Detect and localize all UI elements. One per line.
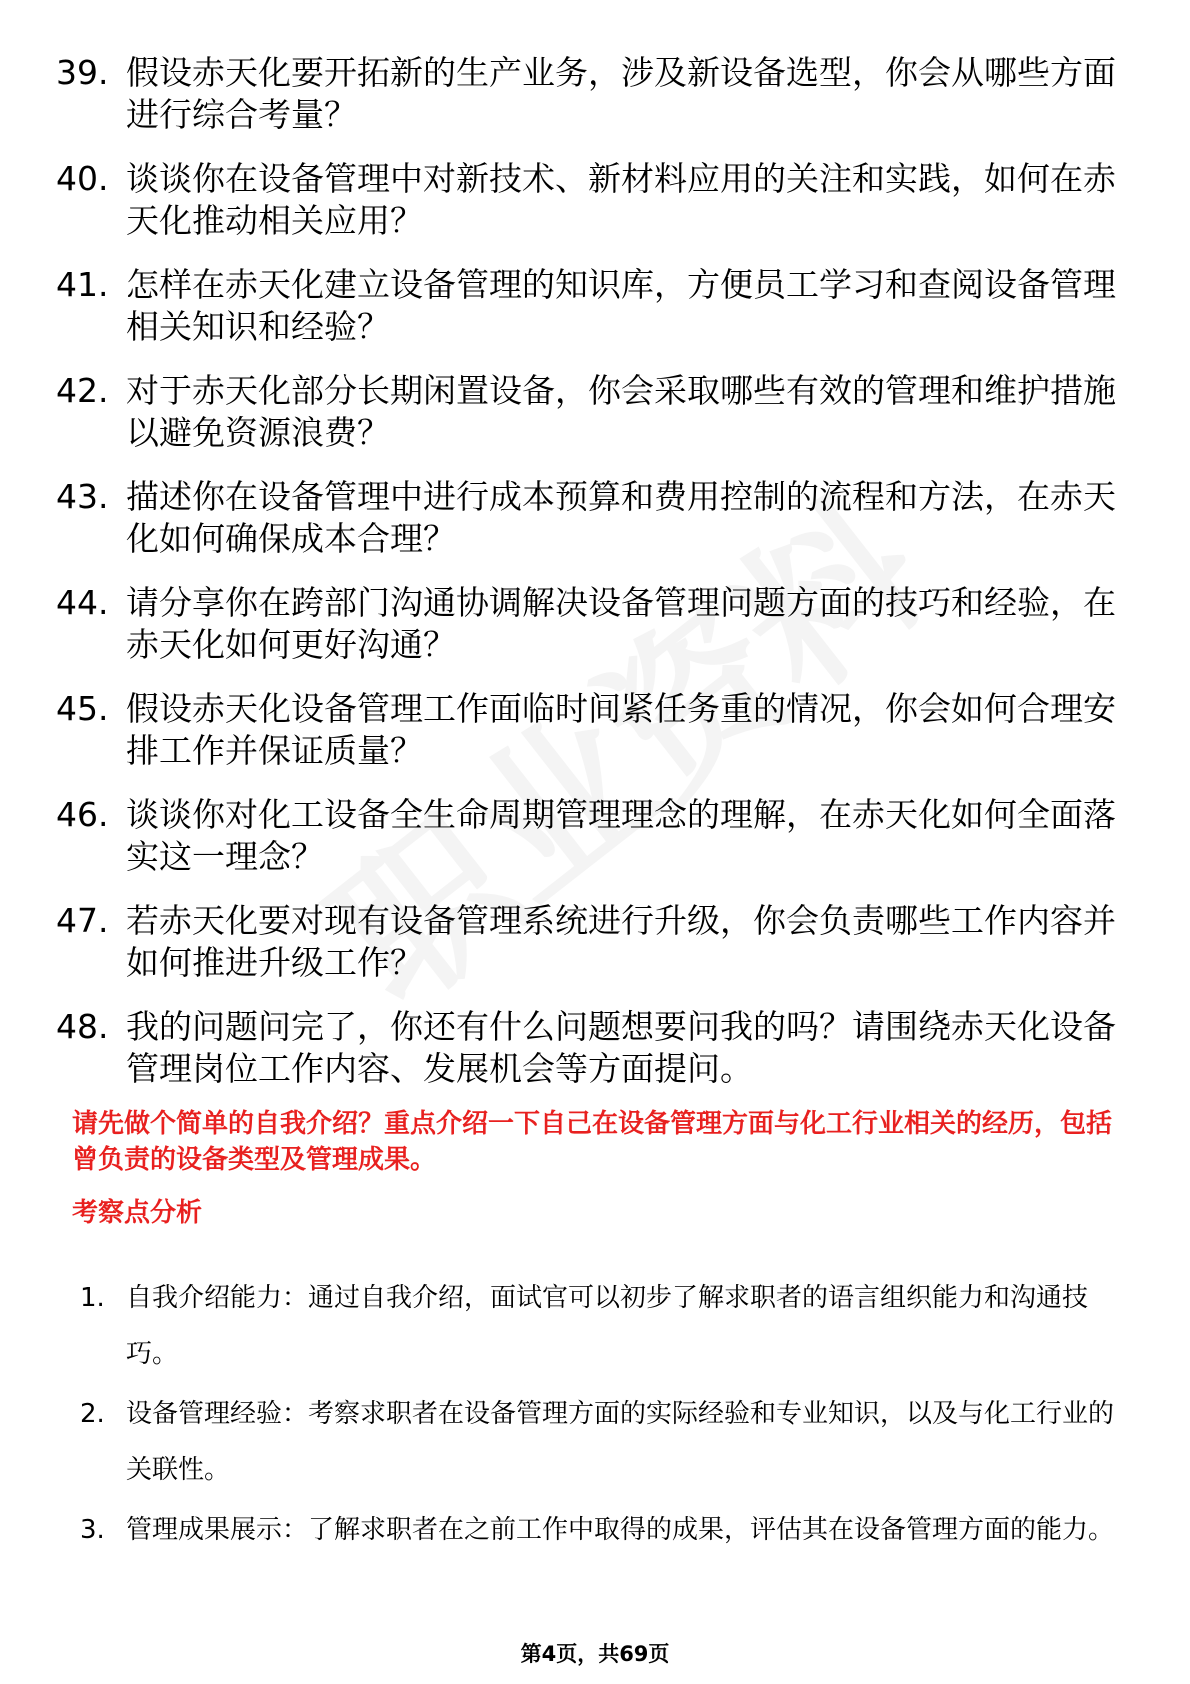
analysis-text: 自我介绍能力：通过自我介绍，面试官可以初步了解求职者的语言组织能力和沟通技巧。 xyxy=(126,1283,1089,1369)
question-number: 41. xyxy=(56,265,109,304)
analysis-item xyxy=(80,1386,1132,1498)
question-item xyxy=(56,582,1136,666)
analysis-title: 考察点分析 xyxy=(72,1198,203,1228)
analysis-item xyxy=(80,1270,1132,1382)
question-text: 谈谈你在设备管理中对新技术、新材料应用的关注和实践，如何在赤天化推动相关应用？ xyxy=(126,159,1116,240)
question-item xyxy=(56,476,1136,560)
question-text: 对于赤天化部分长期闲置设备，你会采取哪些有效的管理和维护措施以避免资源浪费？ xyxy=(126,371,1116,452)
question-item xyxy=(56,52,1136,136)
analysis-number: 1. xyxy=(80,1283,105,1313)
page-footer: 第4页，共69页 xyxy=(520,1642,670,1666)
question-list xyxy=(56,52,1136,1112)
question-text: 假设赤天化设备管理工作面临时间紧任务重的情况，你会如何合理安排工作并保证质量？ xyxy=(126,689,1116,770)
question-number: 42. xyxy=(56,371,109,410)
question-item xyxy=(56,1006,1136,1090)
question-number: 46. xyxy=(56,795,109,834)
question-number: 43. xyxy=(56,477,109,516)
question-number: 47. xyxy=(56,901,109,940)
analysis-text: 设备管理经验：考察求职者在设备管理方面的实际经验和专业知识，以及与化工行业的关联性。 xyxy=(126,1399,1115,1485)
question-text: 假设赤天化要开拓新的生产业务，涉及新设备选型，你会从哪些方面进行综合考量？ xyxy=(126,53,1116,134)
question-number: 45. xyxy=(56,689,109,728)
question-item xyxy=(56,794,1136,878)
analysis-list xyxy=(80,1270,1132,1562)
question-text: 请分享你在跨部门沟通协调解决设备管理问题方面的技巧和经验，在赤天化如何更好沟通？ xyxy=(126,583,1116,664)
analysis-text: 管理成果展示：了解求职者在之前工作中取得的成果，评估其在设备管理方面的能力。 xyxy=(126,1515,1115,1545)
analysis-number: 2. xyxy=(80,1399,105,1429)
question-item xyxy=(56,158,1136,242)
question-item xyxy=(56,900,1136,984)
question-number: 39. xyxy=(56,53,109,92)
focus-question: 请先做个简单的自我介绍？重点介绍一下自己在设备管理方面与化工行业相关的经历，包括曾负责的设备类型及管理成果。 xyxy=(72,1109,1113,1175)
question-number: 48. xyxy=(56,1007,109,1046)
question-number: 44. xyxy=(56,583,109,622)
question-item xyxy=(56,370,1136,454)
question-text: 我的问题问完了，你还有什么问题想要问我的吗？请围绕赤天化设备管理岗位工作内容、发展机会等方面提问。 xyxy=(126,1007,1116,1088)
question-item xyxy=(56,264,1136,348)
analysis-item xyxy=(80,1502,1132,1558)
question-text: 描述你在设备管理中进行成本预算和费用控制的流程和方法，在赤天化如何确保成本合理？ xyxy=(126,477,1116,558)
analysis-number: 3. xyxy=(80,1515,105,1545)
question-text: 谈谈你对化工设备全生命周期管理理念的理解，在赤天化如何全面落实这一理念？ xyxy=(126,795,1116,876)
question-text: 若赤天化要对现有设备管理系统进行升级，你会负责哪些工作内容并如何推进升级工作？ xyxy=(126,901,1116,982)
question-item xyxy=(56,688,1136,772)
question-number: 40. xyxy=(56,159,109,198)
question-text: 怎样在赤天化建立设备管理的知识库，方便员工学习和查阅设备管理相关知识和经验？ xyxy=(126,265,1116,346)
